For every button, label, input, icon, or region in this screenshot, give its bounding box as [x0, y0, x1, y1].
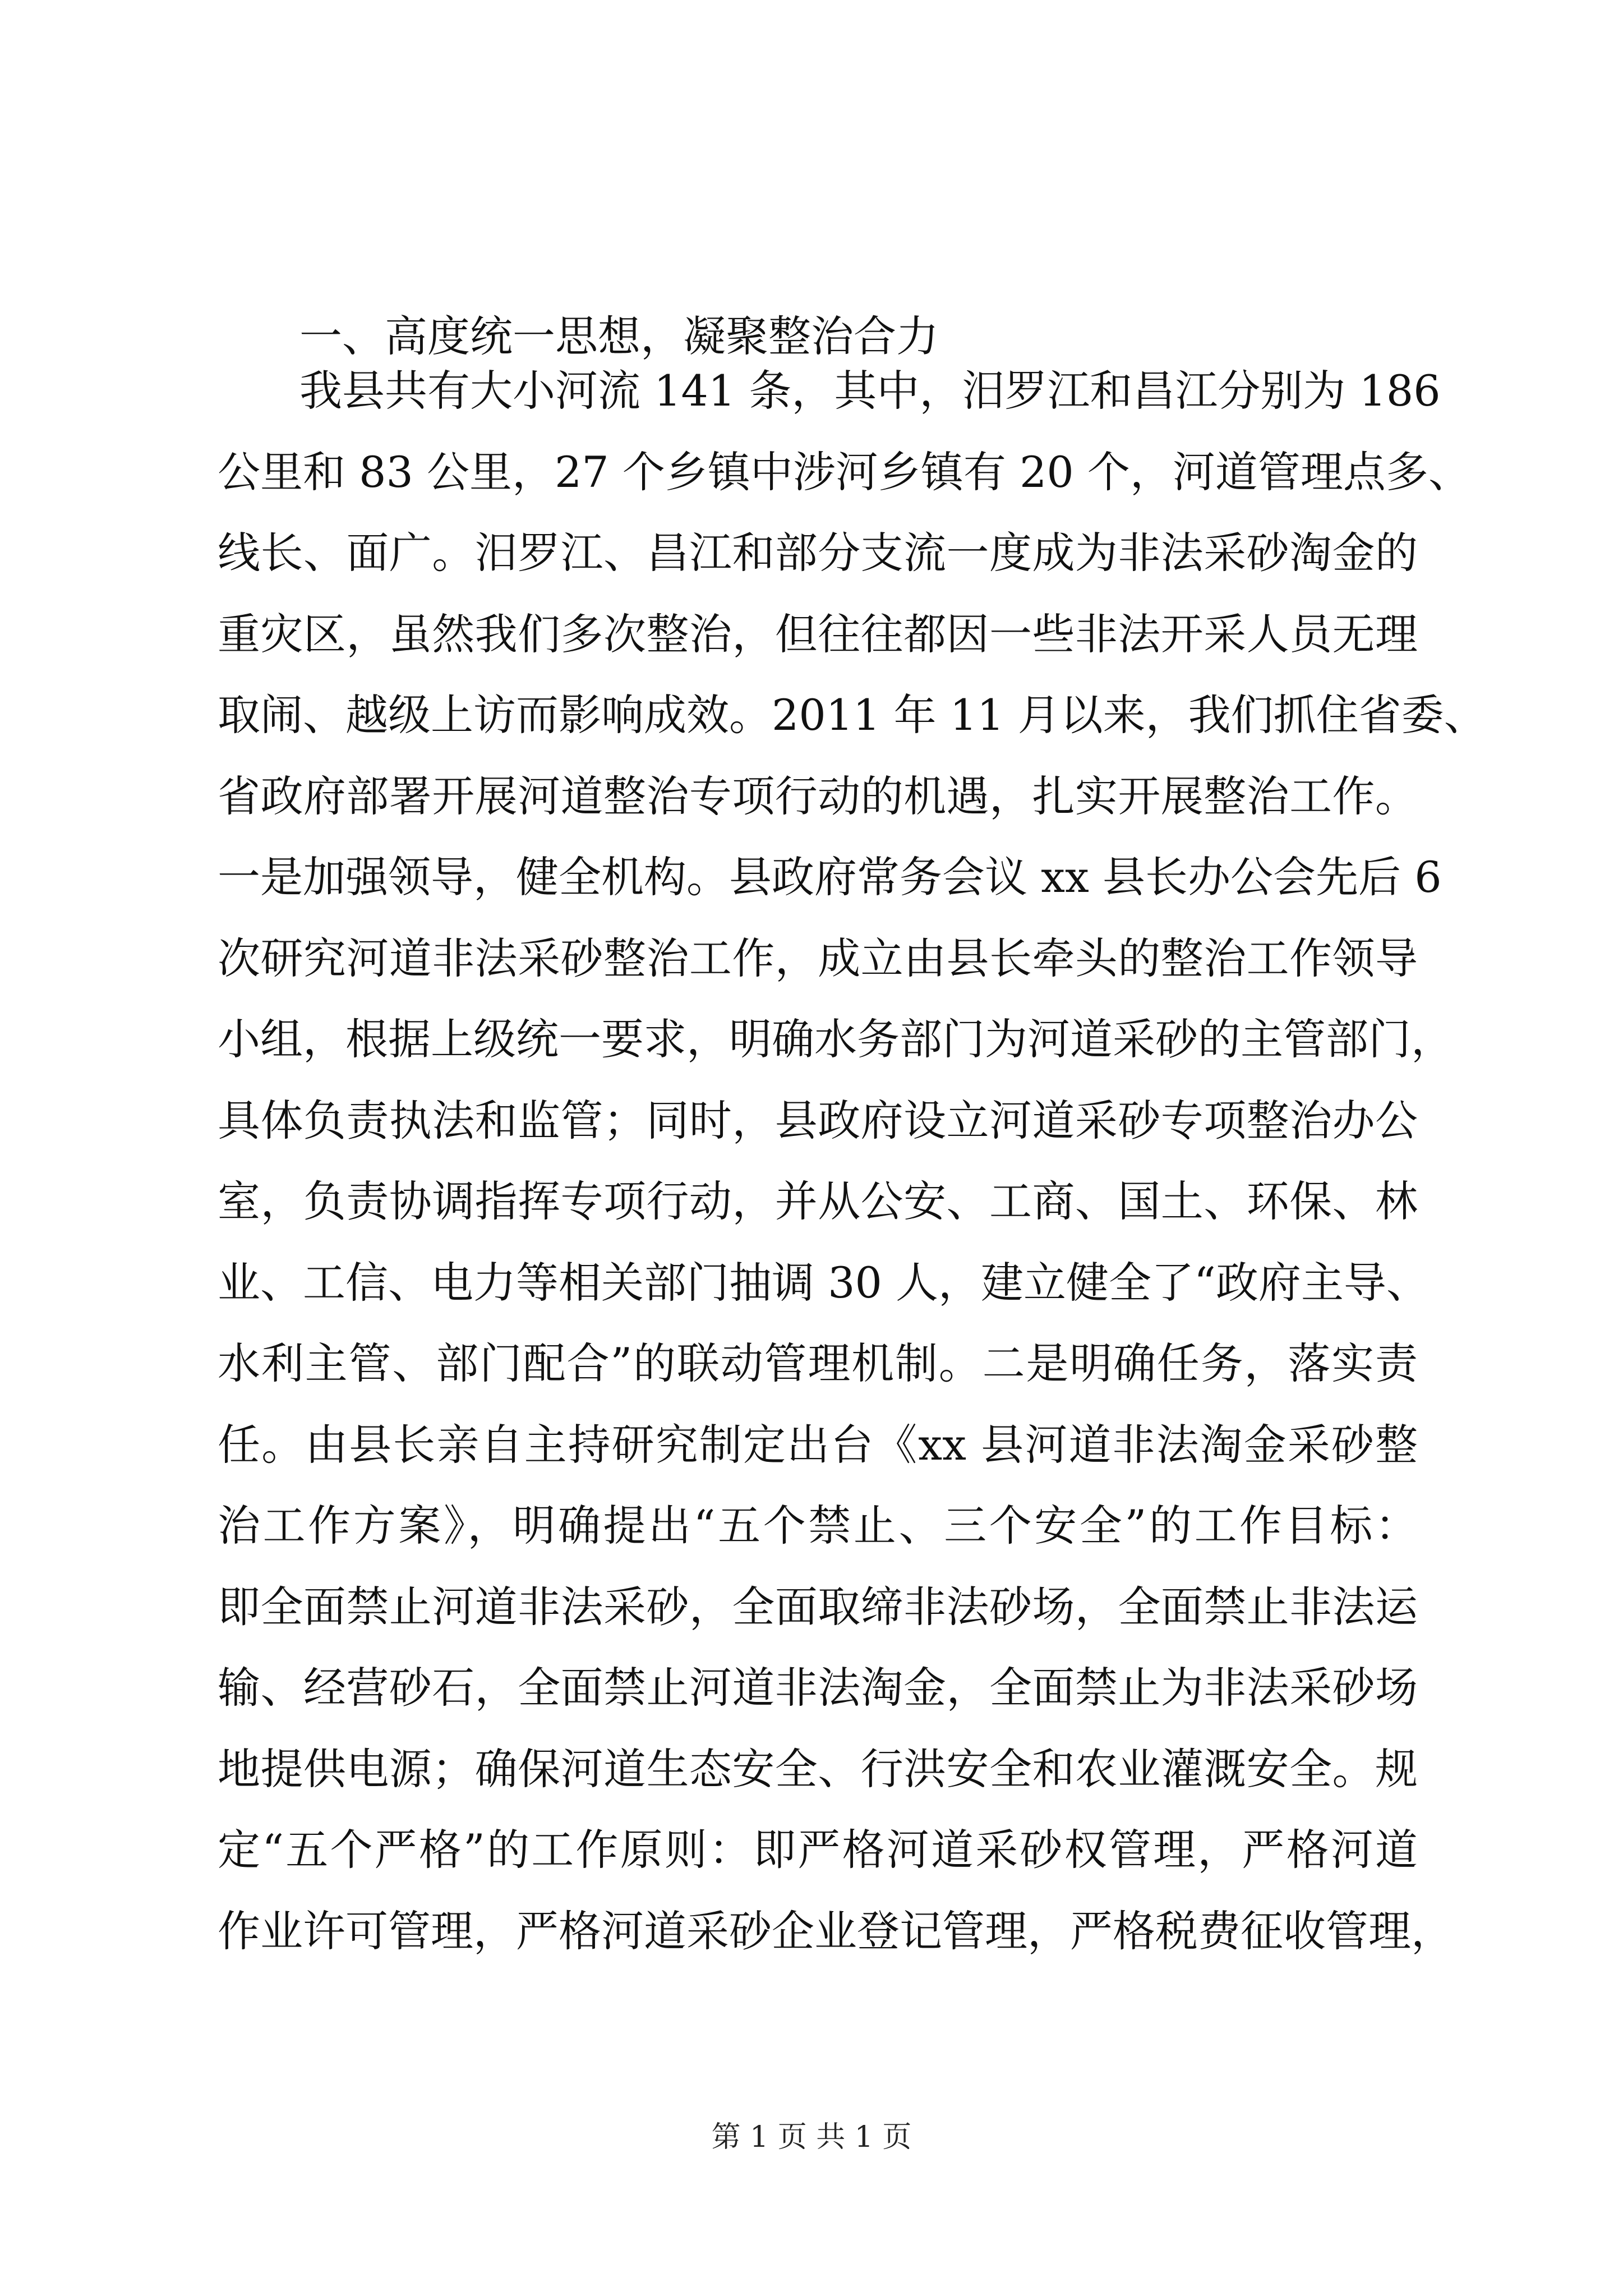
- paragraph-line: 具体负责执法和监管；同时，县政府设立河道采砂专项整治办公: [218, 1095, 1418, 1145]
- paragraph-line: 室，负责协调指挥专项行动，并从公安、工商、国土、环保、林: [218, 1176, 1418, 1226]
- paragraph-line: 次研究河道非法采砂整治工作，成立由县长牵头的整治工作领导: [218, 933, 1418, 983]
- paragraph-line: 公里和 83 公里，27 个乡镇中涉河乡镇有 20 个，河道管理点多、: [218, 447, 1471, 497]
- section-heading: 一、高度统一思想，凝聚整治合力: [299, 311, 939, 361]
- paragraph-line: 业、工信、电力等相关部门抽调 30 人，建立健全了“政府主导、: [218, 1257, 1429, 1308]
- paragraph-line: 线长、面广。汨罗江、昌江和部分支流一度成为非法采砂淘金的: [218, 528, 1418, 578]
- paragraph-line: 定“五个严格”的工作原则：即严格河道采砂权管理，严格河道: [218, 1825, 1418, 1875]
- paragraph-line: 任。由县长亲自主持研究制定出台《xx 县河道非法淘金采砂整: [218, 1419, 1418, 1470]
- paragraph-line: 重灾区，虽然我们多次整治，但往往都因一些非法开采人员无理: [218, 609, 1418, 659]
- paragraph-line: 水利主管、部门配合”的联动管理机制。二是明确任务，落实责: [218, 1338, 1418, 1388]
- paragraph-line: 小组，根据上级统一要求，明确水务部门为河道采砂的主管部门，: [218, 1014, 1454, 1064]
- paragraph-line: 省政府部署开展河道整治专项行动的机遇，扎实开展整治工作。: [218, 771, 1418, 821]
- paragraph-line: 地提供电源；确保河道生态安全、行洪安全和农业灌溉安全。规: [218, 1743, 1418, 1794]
- paragraph-line: 输、经营砂石，全面禁止河道非法淘金，全面禁止为非法采砂场: [218, 1663, 1418, 1713]
- paragraph-line: 取闹、越级上访而影响成效。2011 年 11 月以来，我们抓住省委、: [218, 690, 1487, 740]
- page-footer: 第 1 页 共 1 页: [711, 2120, 912, 2154]
- paragraph-line: 即全面禁止河道非法采砂，全面取缔非法砂场，全面禁止非法运: [218, 1581, 1418, 1632]
- body-paragraph: [218, 351, 1487, 1972]
- paragraph-line: 我县共有大小河流 141 条，其中，汨罗江和昌江分别为 186: [299, 366, 1441, 416]
- paragraph-line: 治工作方案》，明确提出“五个禁止、三个安全”的工作目标：: [218, 1501, 1418, 1550]
- paragraph-line: 一是加强领导，健全机构。县政府常务会议 xx 县长办公会先后 6: [218, 852, 1442, 902]
- paragraph-line: 作业许可管理，严格河道采砂企业登记管理，严格税费征收管理，: [218, 1906, 1454, 1956]
